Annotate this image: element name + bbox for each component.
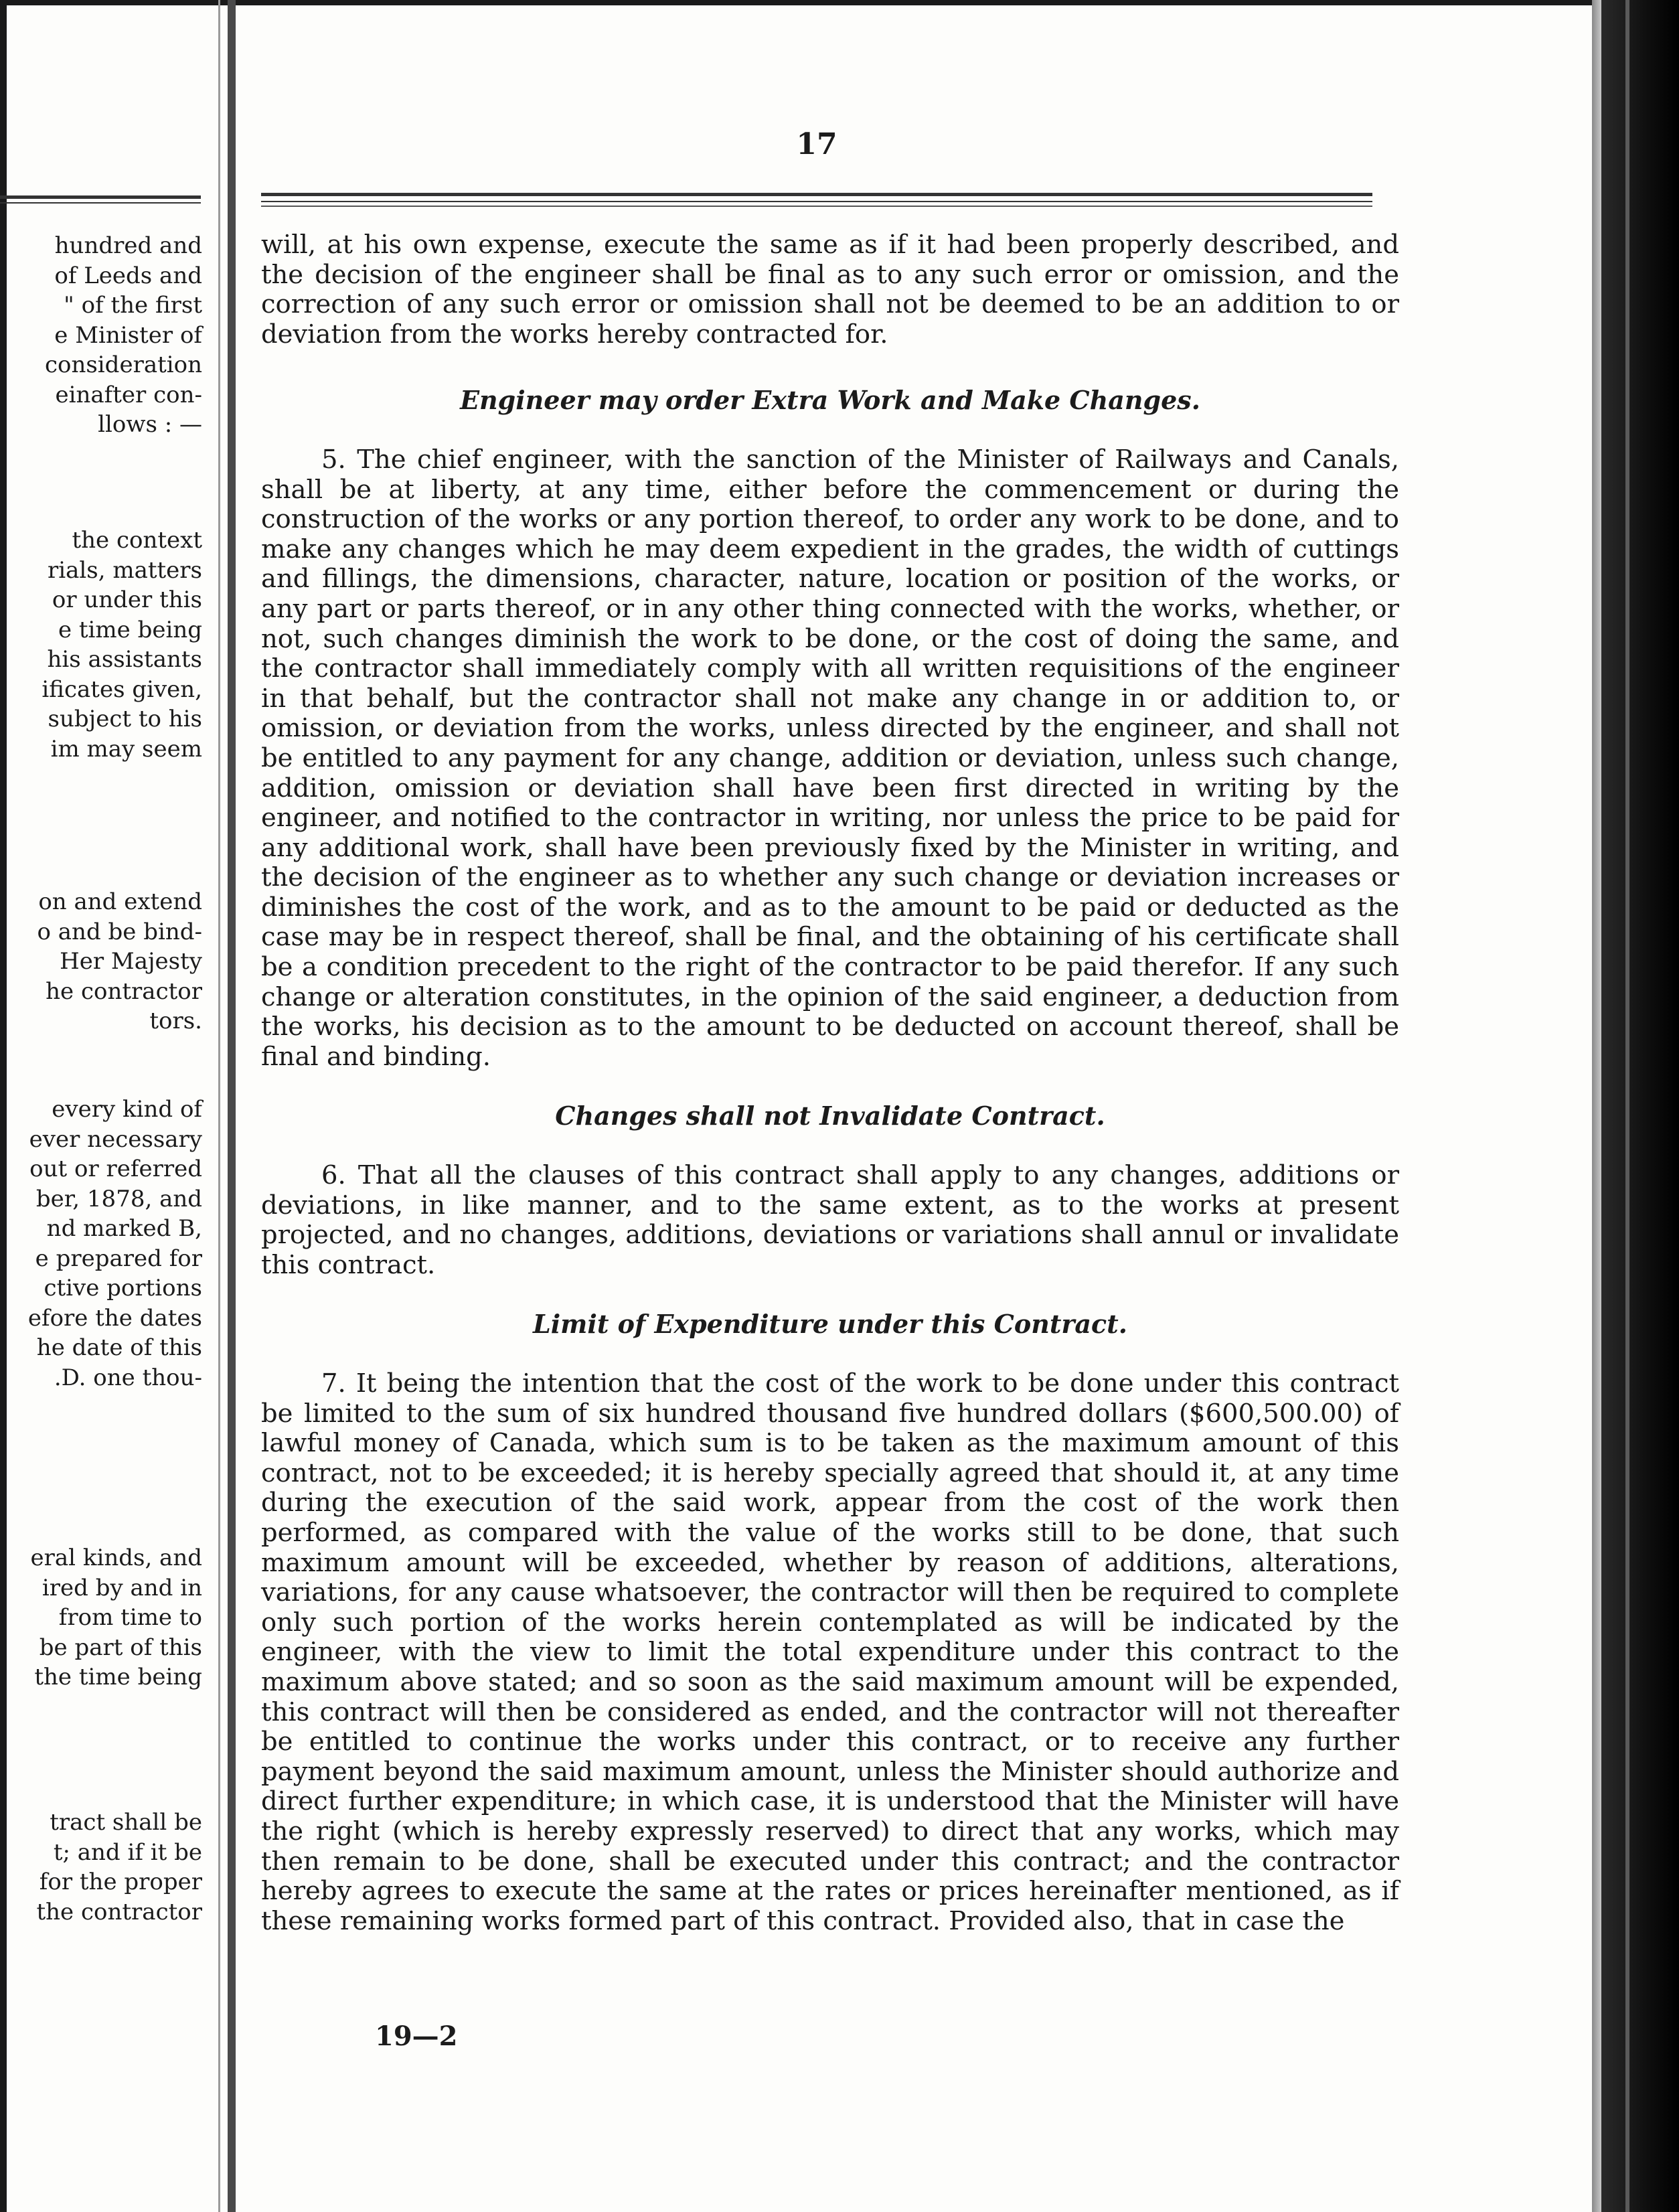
- left-page-text-line: he date of this: [36, 1334, 202, 1361]
- left-page-text-line: o and be bind-: [37, 918, 202, 945]
- left-page-text-line: ber, 1878, and: [35, 1185, 202, 1212]
- left-page-text-line: llows : —: [98, 411, 202, 438]
- left-page-text-line: Her Majesty: [60, 948, 202, 975]
- header-rule-thick: [261, 193, 1372, 196]
- left-page-text-line: ificates given,: [42, 676, 202, 703]
- section-heading-limit-expenditure: Limit of Expenditure under this Contract.: [533, 1309, 1127, 1340]
- section-heading-extra-work: Engineer may order Extra Work and Make Changes.: [460, 385, 1200, 416]
- left-page-text-line: e prepared for: [35, 1245, 202, 1272]
- page-edge-right: [1592, 0, 1601, 2212]
- left-page-text-line: rials, matters: [48, 556, 202, 584]
- left-page-text-line: the context: [72, 527, 202, 554]
- left-page-text-line: the time being: [34, 1664, 202, 1690]
- left-page-text-line: im may seem: [50, 735, 202, 763]
- header-rule-thin: [261, 201, 1372, 202]
- left-page-text-line: subject to his: [48, 706, 202, 732]
- page-number: 17: [796, 127, 837, 161]
- left-page-text-line: hundred and: [54, 232, 202, 259]
- page-body: [261, 230, 1399, 1936]
- left-page-text-line: his assistants: [47, 646, 202, 673]
- left-page-text-line: efore the dates: [27, 1304, 202, 1332]
- header-rule-thin-2: [261, 206, 1372, 207]
- left-page-text-line: nd marked B,: [46, 1215, 202, 1242]
- left-page-text-line: einafter con-: [55, 381, 202, 408]
- left-page-text-line: e Minister of: [54, 321, 202, 349]
- section-heading-changes: Changes shall not Invalidate Contract.: [555, 1101, 1105, 1131]
- left-page-text-line: he contractor: [46, 977, 202, 1005]
- scan-border-top: [0, 0, 1679, 5]
- left-page-fragment: [0, 0, 218, 2212]
- left-page-text-line: e time being: [58, 616, 202, 643]
- book-cover-edge: [1601, 0, 1679, 2212]
- left-page-text-line: for the proper: [39, 1869, 202, 1895]
- page-gutter: [228, 0, 236, 2212]
- left-page-text-line: from time to: [58, 1604, 202, 1631]
- left-page-text-line: out or referred: [29, 1156, 202, 1182]
- left-page-text-line: every kind of: [52, 1096, 202, 1123]
- paragraph-continued: will, at his own expense, execute the same as if it had been properly described, and the decision of the engineer shall be final as to any such error or omission, and the correction of any such error or omission shall not be deemed to be an addition to or deviation from the works hereby contracted for.: [261, 230, 1399, 349]
- left-page-text-line: .D. one thou-: [54, 1364, 202, 1391]
- left-page-rule-thin: [0, 202, 201, 204]
- left-page-text-line: tors.: [149, 1008, 202, 1034]
- left-page-text-line: the contractor: [36, 1898, 202, 1925]
- left-page-text-line: ired by and in: [42, 1574, 202, 1601]
- left-page-text-line: t; and if it be: [53, 1838, 202, 1866]
- paragraph-5: 5. The chief engineer, with the sanction of the Minister of Railways and Canals, shall be at liberty, at any time, either before the commencement or during the construction of the works or any portion thereof, to order any work to be done, and to make any changes which he may deem expedient in the grades, the width of cuttings and fillings, the dimensions, character, nature, location or position of the works, or any part or parts thereof, or in any other thing connected with the works, whether, or not, such changes diminish the work to be done, or the cost of doing the same, and the contractor shall immediately comply with all written requisitions of the engineer in that behalf, but the contractor shall not make any change in or addition to, or omission, or deviation from the works, unless directed by the engineer, and shall not be entitled to any payment for any change, addition or deviation, unless such change, addition, omission or deviation shall have been first directed in writing by the engineer, and notified to the contractor in writing, nor unless the price to be paid for any additional work, shall have been previously fixed by the Minister in writing, and the decision of the engineer as to whether any such change or deviation increases or diminishes the cost of the work, and as to the amount to be paid or deducted as the case may be in respect thereof, shall be final, and the obtaining of his certificate shall be a condition precedent to the right of the contractor to be paid therefor. If any such change or alteration constitutes, in the opinion of the said engineer, a deduction from the works, his decision as to the amount to be deducted on account thereof, shall be final and binding.: [261, 444, 1399, 1072]
- left-page-text-line: tract shall be: [50, 1809, 202, 1836]
- left-page-text-line: " of the first: [64, 292, 202, 319]
- left-page-rule: [0, 195, 201, 199]
- left-page-text-line: on and extend: [38, 888, 202, 915]
- left-page-text-line: be part of this: [39, 1634, 202, 1661]
- book-cover-seam: [1625, 0, 1629, 2212]
- left-page-text-line: or under this: [52, 586, 202, 613]
- left-page-text-line: eral kinds, and: [30, 1545, 202, 1571]
- page-gutter-line: [218, 0, 220, 2212]
- left-page-text-line: ctive portions: [44, 1275, 202, 1301]
- paragraph-6: 6. That all the clauses of this contract shall apply to any changes, additions or deviations, in like manner, and to the same extent, as to the works at present projected, and no changes, additions, deviations or variations shall annul or invalidate this contract.: [261, 1160, 1399, 1280]
- paragraph-7: 7. It being the intention that the cost of the work to be done under this contract be limited to the sum of six hundred thousand five hundred dollars ($600,500.00) of lawful money of Canada, which sum is to be taken as the maximum amount of this contract, not to be exceeded; it is hereby specially agreed that should it, at any time during the execution of the said work, appear from the cost of the work then performed, as compared with the value of the works still to be done, that such maximum amount will be exceeded, whether by reason of additions, alterations, variations, for any cause whatsoever, the contractor will then be required to complete only such portion of the works herein contemplated as will be indicated by the engineer, with the view to limit the total expenditure under this contract to the maximum above stated; and so soon as the said maximum amount will be expended, this contract will then be considered as ended, and the contractor will not thereafter be entitled to continue the works under this contract, or to receive any further payment beyond the said maximum amount, unless the Minister should authorize and direct further expenditure; in which case, it is understood that the Minister will have the right (which is hereby expressly reserved) to direct that any works, which may then remain to be done, shall be executed under this contract; and the contractor hereby agrees to execute the same at the rates or prices hereinafter mentioned, as if these remaining works formed part of this contract. Provided also, that in case the: [261, 1368, 1399, 1936]
- signature-mark: 19—2: [375, 2021, 458, 2052]
- left-page-text-line: of Leeds and: [54, 262, 202, 289]
- left-page-text-line: consideration: [44, 351, 202, 378]
- left-page-text-line: ever necessary: [29, 1125, 202, 1153]
